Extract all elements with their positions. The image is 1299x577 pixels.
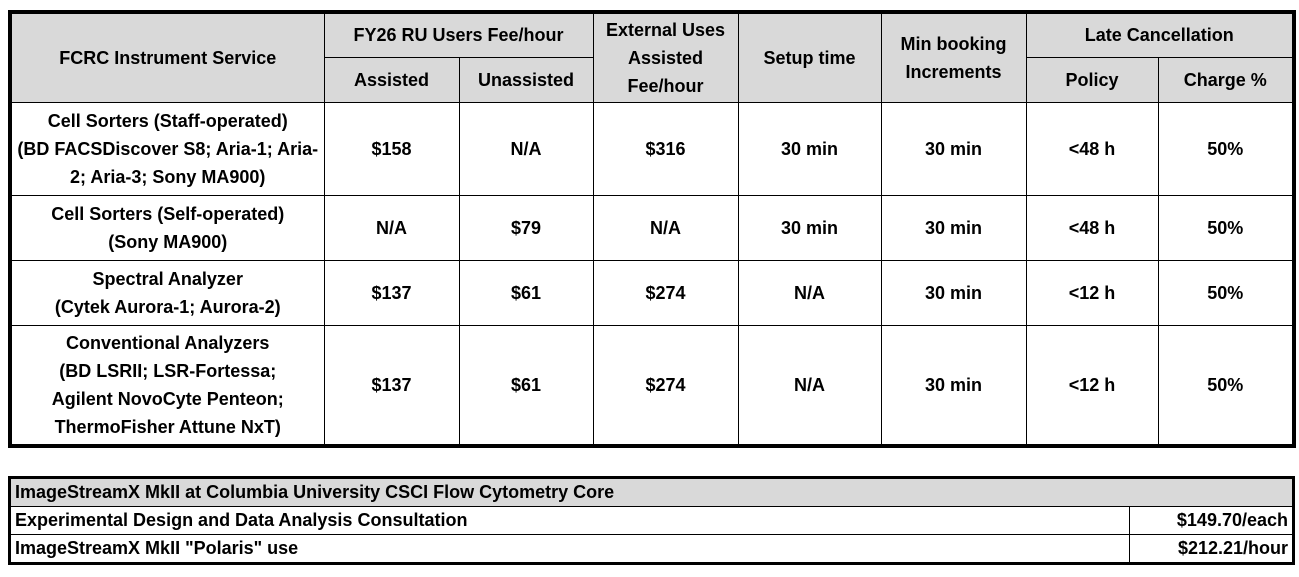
imagestream-table [8,476,1295,565]
service-line: (BD LSRII; LSR-Fortessa; [59,360,277,381]
header-assisted: Assisted [324,57,459,102]
unassisted-fee: N/A [459,102,593,195]
header-min-booking-line: Increments [905,61,1002,82]
min-booking: 30 min [881,195,1026,260]
external-fee: $316 [593,102,738,195]
service-line: (Cytek Aurora-1; Aurora-2) [54,296,281,317]
service-line: Conventional Analyzers [66,332,270,353]
header-setup-time: Setup time [738,12,881,102]
unassisted-fee: $61 [459,260,593,325]
header-ru-users-fee: FY26 RU Users Fee/hour [324,12,593,57]
header-charge: Charge % [1158,57,1294,102]
service-line: Spectral Analyzer [92,268,243,289]
table-row [10,102,1294,195]
header-external-fee [593,12,738,102]
min-booking: 30 min [881,325,1026,446]
external-fee: N/A [593,195,738,260]
setup-time: N/A [738,325,881,446]
service-line: Cell Sorters (Self-operated) [51,203,285,224]
cancel-charge: 50% [1158,102,1294,195]
header-policy: Policy [1026,57,1158,102]
table-row [10,260,1294,325]
imagestream-title-row [10,478,1294,507]
min-booking: 30 min [881,102,1026,195]
imagestream-item-price: $212.21/hour [1130,535,1294,564]
setup-time: 30 min [738,102,881,195]
imagestream-item-label: Experimental Design and Data Analysis Consultation [10,507,1130,535]
service-cell [10,195,324,260]
header-late-cancellation: Late Cancellation [1026,12,1294,57]
service-cell [10,260,324,325]
header-min-booking [881,12,1026,102]
assisted-fee: $137 [324,325,459,446]
cancel-policy: <48 h [1026,102,1158,195]
header-service: FCRC Instrument Service [10,12,324,102]
fee-table [8,10,1296,448]
external-fee: $274 [593,260,738,325]
assisted-fee: $158 [324,102,459,195]
table-row [10,535,1294,564]
cancel-charge: 50% [1158,325,1294,446]
setup-time: 30 min [738,195,881,260]
service-cell [10,102,324,195]
service-line: Cell Sorters (Staff-operated) [47,110,288,131]
header-external-line: Assisted [627,47,704,68]
table-row [10,325,1294,446]
imagestream-title: ImageStreamX MkII at Columbia University CSCI Flow Cytometry Core [10,478,1294,507]
cancel-policy: <12 h [1026,260,1158,325]
service-line: (BD FACSDiscover S8; Aria-1; Aria- [17,138,319,159]
setup-time: N/A [738,260,881,325]
service-line: (Sony MA900) [108,231,228,252]
service-cell [10,325,324,446]
cancel-charge: 50% [1158,195,1294,260]
assisted-fee: N/A [324,195,459,260]
table-row [10,195,1294,260]
imagestream-item-label: ImageStreamX MkII "Polaris" use [10,535,1130,564]
cancel-charge: 50% [1158,260,1294,325]
service-line: Agilent NovoCyte Penteon; [51,388,284,409]
unassisted-fee: $79 [459,195,593,260]
external-fee: $274 [593,325,738,446]
min-booking: 30 min [881,260,1026,325]
cancel-policy: <48 h [1026,195,1158,260]
unassisted-fee: $61 [459,325,593,446]
imagestream-item-price: $149.70/each [1130,507,1294,535]
header-unassisted: Unassisted [459,57,593,102]
table-row [10,507,1294,535]
header-external-line: External Uses [605,19,726,40]
assisted-fee: $137 [324,260,459,325]
service-line: ThermoFisher Attune NxT) [54,416,281,437]
header-external-line: Fee/hour [627,75,704,96]
service-line: 2; Aria-3; Sony MA900) [70,166,266,187]
cancel-policy: <12 h [1026,325,1158,446]
header-min-booking-line: Min booking [900,33,1007,54]
